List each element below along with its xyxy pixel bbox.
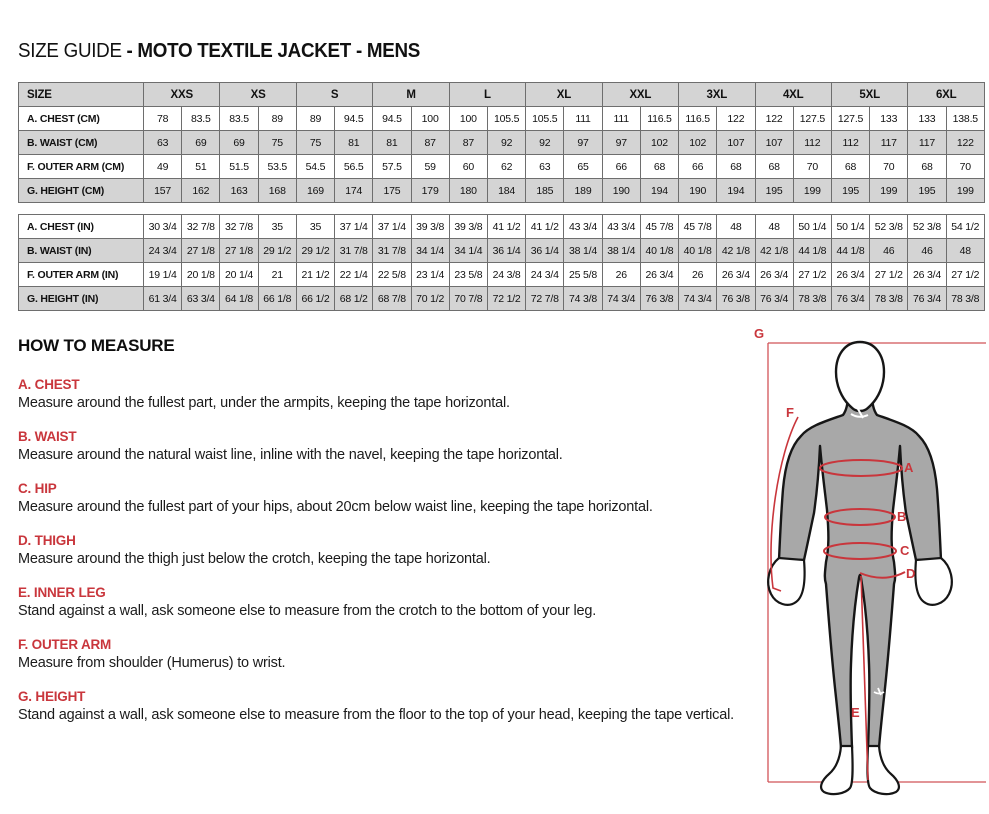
size-cell: 38 1/4 [564,239,602,263]
measure-item [18,429,753,463]
hand-left [768,558,804,605]
table-row [19,107,985,131]
size-cell: 30 3/4 [144,215,182,239]
size-cell: 65 [564,155,602,179]
size-cell: 39 3/8 [411,215,449,239]
measure-item [18,689,753,723]
size-col-header: 3XL [679,83,755,107]
size-cell: 185 [526,179,564,203]
table-row [19,263,985,287]
size-cell: 122 [755,107,793,131]
size-cell: 63 [526,155,564,179]
size-cell: 51 [182,155,220,179]
title-prefix: SIZE GUIDE [18,40,122,62]
measure-item-label: A. CHEST [18,377,80,392]
row-label: F. OUTER ARM (CM) [19,155,144,179]
size-cell: 70 [946,155,984,179]
measure-item-label: D. THIGH [18,533,76,548]
size-cell: 97 [602,131,640,155]
measure-item [18,481,753,515]
size-cell: 72 7/8 [526,287,564,311]
body-measurement-diagram [748,320,989,810]
size-cell: 105.5 [526,107,564,131]
size-cell: 29 1/2 [258,239,296,263]
size-cell: 68 [831,155,869,179]
size-cell: 50 1/4 [793,215,831,239]
size-cell: 199 [793,179,831,203]
size-cell: 43 3/4 [564,215,602,239]
measure-item-label: F. OUTER ARM [18,637,112,652]
measure-item-label: G. HEIGHT [18,689,86,704]
size-cell: 107 [755,131,793,155]
size-cell: 69 [220,131,258,155]
size-cell: 117 [908,131,946,155]
title-product: - MOTO TEXTILE JACKET - MENS [126,40,421,62]
size-table [18,82,985,311]
measure-item-text: Stand against a wall, ask someone else to measure from the crotch to the bottom of your leg. [18,603,597,619]
size-cell: 194 [717,179,755,203]
size-cell: 112 [793,131,831,155]
size-cell: 49 [144,155,182,179]
measure-item [18,637,753,671]
size-cell: 42 1/8 [717,239,755,263]
size-col-header: XXL [602,83,678,107]
size-cell: 94.5 [373,107,411,131]
size-cell: 102 [640,131,678,155]
row-label: G. HEIGHT (IN) [19,287,144,311]
size-cell: 36 1/4 [487,239,525,263]
size-cell: 48 [946,239,984,263]
size-cell: 199 [870,179,908,203]
size-cell: 70 7/8 [449,287,487,311]
size-cell: 31 7/8 [373,239,411,263]
size-cell: 194 [640,179,678,203]
size-col-header: 6XL [908,83,985,107]
size-cell: 122 [946,131,984,155]
diagram-label-e: E [851,705,860,720]
size-cell: 19 1/4 [144,263,182,287]
size-cell: 92 [487,131,525,155]
table-row [19,287,985,311]
size-cell: 195 [908,179,946,203]
size-cell: 36 1/4 [526,239,564,263]
size-cell: 25 5/8 [564,263,602,287]
size-cell: 39 3/8 [449,215,487,239]
size-cell: 94.5 [335,107,373,131]
size-cell: 45 7/8 [679,215,717,239]
size-table-in [18,214,985,311]
size-cell: 92 [526,131,564,155]
size-cell: 174 [335,179,373,203]
size-table-cm [18,82,985,203]
size-cell: 87 [449,131,487,155]
measure-item [18,377,753,411]
size-cell: 21 [258,263,296,287]
size-cell: 169 [296,179,334,203]
size-cell: 61 3/4 [144,287,182,311]
size-cell: 111 [564,107,602,131]
size-cell: 42 1/8 [755,239,793,263]
size-cell: 68 7/8 [373,287,411,311]
size-cell: 46 [870,239,908,263]
measure-item-text: Measure around the fullest part of your hips, about 20cm below waist line, keeping the tape horizontal. [18,499,653,515]
table-row [19,215,985,239]
size-cell: 78 3/8 [793,287,831,311]
size-cell: 32 7/8 [220,215,258,239]
size-cell: 70 1/2 [411,287,449,311]
row-label: A. CHEST (IN) [19,215,144,239]
table-row [19,239,985,263]
size-cell: 48 [755,215,793,239]
size-cell: 41 1/2 [487,215,525,239]
size-cell: 56.5 [335,155,373,179]
size-cell: 100 [411,107,449,131]
size-cell: 24 3/4 [526,263,564,287]
size-cell: 40 1/8 [679,239,717,263]
size-cell: 66 1/8 [258,287,296,311]
size-cell: 75 [258,131,296,155]
size-cell: 68 [640,155,678,179]
size-cell: 116.5 [640,107,678,131]
size-cell: 81 [373,131,411,155]
size-cell: 48 [717,215,755,239]
size-cell: 35 [296,215,334,239]
measure-item-label: C. HIP [18,481,57,496]
size-cell: 195 [755,179,793,203]
row-label: B. WAIST (CM) [19,131,144,155]
size-cell: 76 3/4 [831,287,869,311]
size-col-header: 4XL [755,83,831,107]
size-col-header: S [296,83,372,107]
size-cell: 26 3/4 [640,263,678,287]
size-cell: 105.5 [487,107,525,131]
size-cell: 78 3/8 [870,287,908,311]
size-cell: 22 1/4 [335,263,373,287]
table-row [19,179,985,203]
size-cell: 52 3/8 [908,215,946,239]
size-cell: 20 1/8 [182,263,220,287]
size-corner-header: SIZE [19,83,144,107]
measure-item-label: B. WAIST [18,429,77,444]
size-cell: 66 1/2 [296,287,334,311]
size-cell: 68 [755,155,793,179]
row-label: F. OUTER ARM (IN) [19,263,144,287]
size-cell: 31 7/8 [335,239,373,263]
size-cell: 74 3/8 [564,287,602,311]
size-cell: 190 [602,179,640,203]
size-cell: 38 1/4 [602,239,640,263]
size-cell: 24 3/4 [144,239,182,263]
how-to-measure-heading: HOW TO MEASURE [18,336,175,355]
size-cell: 74 3/4 [602,287,640,311]
how-to-measure-section [18,336,753,741]
size-cell: 51.5 [220,155,258,179]
size-cell: 57.5 [373,155,411,179]
size-cell: 78 [144,107,182,131]
size-cell: 133 [870,107,908,131]
size-cell: 44 1/8 [793,239,831,263]
size-cell: 63 [144,131,182,155]
table-row [19,131,985,155]
size-cell: 54.5 [296,155,334,179]
page-title [18,40,420,63]
size-cell: 37 1/4 [373,215,411,239]
size-cell: 87 [411,131,449,155]
diagram-label-f: F [786,405,794,420]
size-cell: 44 1/8 [831,239,869,263]
size-cell: 195 [831,179,869,203]
size-cell: 127.5 [793,107,831,131]
size-cell: 26 3/4 [831,263,869,287]
size-cell: 75 [296,131,334,155]
size-cell: 190 [679,179,717,203]
size-cell: 180 [449,179,487,203]
size-header-row [19,83,985,107]
size-cell: 127.5 [831,107,869,131]
size-cell: 89 [296,107,334,131]
size-cell: 35 [258,215,296,239]
size-cell: 26 3/4 [717,263,755,287]
size-cell: 34 1/4 [411,239,449,263]
size-cell: 27 1/2 [870,263,908,287]
size-cell: 117 [870,131,908,155]
size-cell: 50 1/4 [831,215,869,239]
size-cell: 21 1/2 [296,263,334,287]
size-col-header: XXS [144,83,220,107]
size-cell: 34 1/4 [449,239,487,263]
size-cell: 138.5 [946,107,984,131]
foot-right [867,746,899,794]
size-cell: 72 1/2 [487,287,525,311]
size-cell: 89 [258,107,296,131]
size-cell: 76 3/4 [908,287,946,311]
diagram-label-c: C [900,543,910,558]
size-cell: 78 3/8 [946,287,984,311]
row-label: B. WAIST (IN) [19,239,144,263]
size-cell: 46 [908,239,946,263]
foot-left [821,746,853,794]
size-cell: 199 [946,179,984,203]
measure-item-text: Stand against a wall, ask someone else to measure from the floor to the top of your head, keeping the tape vertical. [18,707,734,723]
measure-item [18,533,753,567]
size-cell: 111 [602,107,640,131]
size-cell: 162 [182,179,220,203]
diagram-label-b: B [897,509,907,524]
size-cell: 76 3/8 [717,287,755,311]
size-cell: 68 [717,155,755,179]
size-cell: 81 [335,131,373,155]
size-cell: 107 [717,131,755,155]
table-row [19,155,985,179]
size-cell: 27 1/8 [220,239,258,263]
size-cell: 116.5 [679,107,717,131]
size-cell: 41 1/2 [526,215,564,239]
size-cell: 70 [793,155,831,179]
measure-items [18,377,753,723]
size-cell: 26 3/4 [908,263,946,287]
size-cell: 97 [564,131,602,155]
size-cell: 52 3/8 [870,215,908,239]
hand-right [915,558,951,605]
size-cell: 100 [449,107,487,131]
diagram-label-g: G [754,326,765,341]
size-cell: 112 [831,131,869,155]
size-cell: 23 1/4 [411,263,449,287]
measure-item-label: E. INNER LEG [18,585,106,600]
size-cell: 54 1/2 [946,215,984,239]
size-cell: 53.5 [258,155,296,179]
measure-item-text: Measure around the thigh just below the crotch, keeping the tape horizontal. [18,551,491,567]
size-cell: 66 [679,155,717,179]
size-cell: 26 [602,263,640,287]
size-cell: 68 1/2 [335,287,373,311]
row-label: G. HEIGHT (CM) [19,179,144,203]
diagram-label-d: D [906,566,916,581]
size-cell: 122 [717,107,755,131]
size-cell: 68 [908,155,946,179]
size-cell: 22 5/8 [373,263,411,287]
size-cell: 45 7/8 [640,215,678,239]
measure-item-text: Measure around the natural waist line, inline with the navel, keeping the tape horizontal. [18,447,563,463]
size-cell: 29 1/2 [296,239,334,263]
size-cell: 66 [602,155,640,179]
size-cell: 157 [144,179,182,203]
size-cell: 23 5/8 [449,263,487,287]
size-col-header: L [449,83,525,107]
size-cell: 64 1/8 [220,287,258,311]
size-cell: 179 [411,179,449,203]
size-cell: 83.5 [220,107,258,131]
size-cell: 32 7/8 [182,215,220,239]
size-cell: 163 [220,179,258,203]
size-cell: 83.5 [182,107,220,131]
size-cell: 76 3/8 [640,287,678,311]
size-cell: 43 3/4 [602,215,640,239]
size-col-header: 5XL [831,83,907,107]
size-cell: 133 [908,107,946,131]
size-cell: 62 [487,155,525,179]
size-cell: 63 3/4 [182,287,220,311]
size-cell: 27 1/2 [946,263,984,287]
measure-item [18,585,753,619]
size-col-header: M [373,83,449,107]
size-cell: 175 [373,179,411,203]
head [836,342,884,411]
size-cell: 24 3/8 [487,263,525,287]
size-cell: 70 [870,155,908,179]
size-cell: 184 [487,179,525,203]
size-cell: 189 [564,179,602,203]
size-cell: 26 3/4 [755,263,793,287]
size-cell: 168 [258,179,296,203]
size-cell: 60 [449,155,487,179]
size-cell: 76 3/4 [755,287,793,311]
size-col-header: XL [526,83,602,107]
size-cell: 37 1/4 [335,215,373,239]
diagram-label-a: A [904,460,914,475]
size-cell: 102 [679,131,717,155]
row-label: A. CHEST (CM) [19,107,144,131]
measure-item-text: Measure around the fullest part, under the armpits, keeping the tape horizontal. [18,395,510,411]
size-cell: 40 1/8 [640,239,678,263]
size-cell: 74 3/4 [679,287,717,311]
size-cell: 26 [679,263,717,287]
size-cell: 20 1/4 [220,263,258,287]
size-cell: 59 [411,155,449,179]
size-cell: 27 1/8 [182,239,220,263]
measure-item-text: Measure from shoulder (Humerus) to wrist. [18,655,286,671]
size-cell: 69 [182,131,220,155]
size-col-header: XS [220,83,296,107]
size-cell: 27 1/2 [793,263,831,287]
